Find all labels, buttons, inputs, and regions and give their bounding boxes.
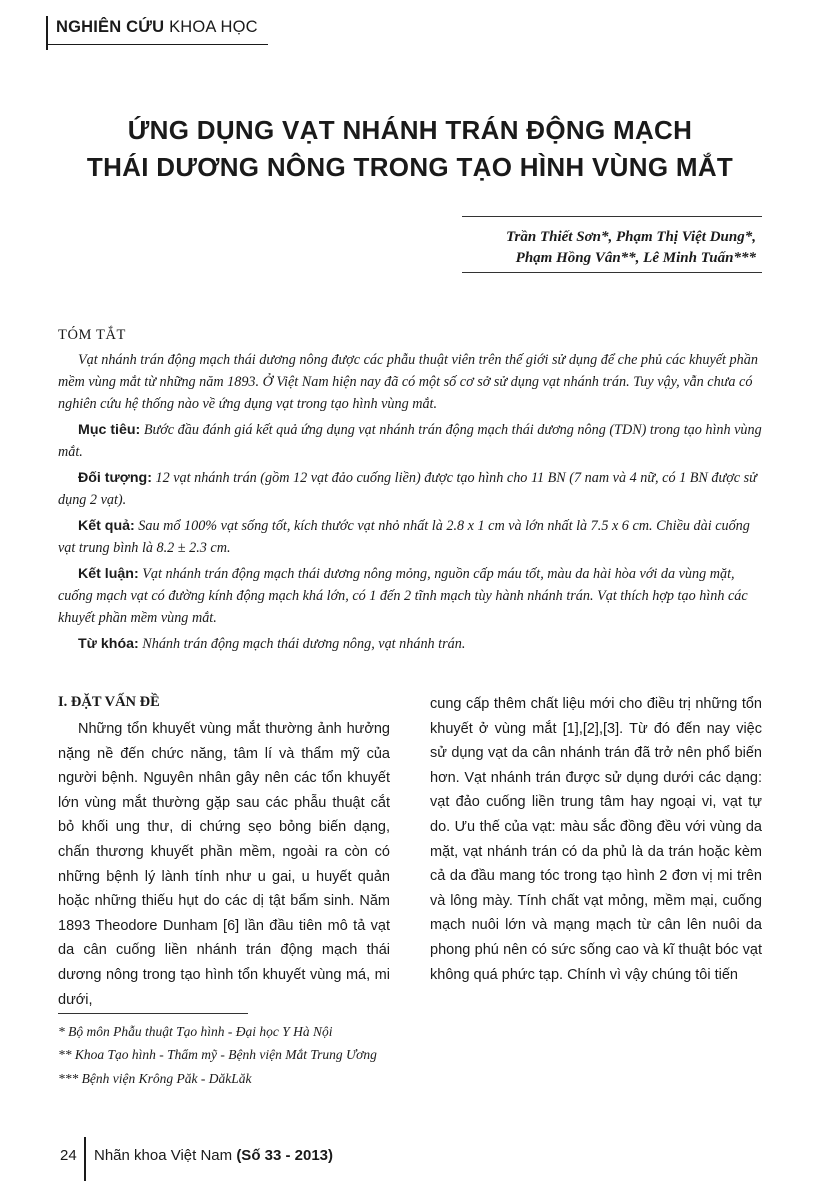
abstract-subjects bbox=[58, 467, 768, 511]
article-title-line-1: ỨNG DỤNG VẠT NHÁNH TRÁN ĐỘNG MẠCH bbox=[127, 115, 693, 145]
section-heading: I. ĐẶT VẤN ĐỀ bbox=[58, 694, 160, 710]
running-header-normal: KHOA HỌC bbox=[169, 18, 258, 36]
conclusion-label: Kết luận: bbox=[78, 566, 139, 582]
abstract-objective bbox=[58, 419, 768, 463]
abstract-intro-text: Vạt nhánh trán động mạch thái dương nông được các phẫu thuật viên trên thế giới sử dụng để che phủ các khuyết phần mềm vùng mắt từ những năm 1893. Ở Việt Nam hiện nay đã có một số cơ sở sử dụng vạt nhánh trán. Tuy vậy, vẫn chưa có nghiên cứu hệ thống nào về ứng dụng vạt trong tạo hình vùng mắt. bbox=[58, 352, 758, 412]
journal-title: Nhãn khoa Việt Nam bbox=[94, 1147, 233, 1164]
abstract-heading: TÓM TẮT bbox=[58, 327, 126, 343]
footnote-1: * Bộ môn Phẫu thuật Tạo hình - Đại học Y Hà Nội bbox=[58, 1024, 333, 1039]
abstract-intro bbox=[58, 349, 768, 415]
abstract bbox=[58, 324, 768, 659]
body-column-right: cung cấp thêm chất liệu mới cho điều trị những tổn khuyết ở vùng mắt [1],[2],[3]. Từ đó đến nay việc sử dụng vạt da cân nhánh trán đã trở nên phổ biến hơn. Vạt nhánh trán được sử dụng dưới các dạng: vạt đảo cuống liền trung tâm hay ngoại vi, vạt tự do. Ưu thế của vạt: màu sắc đồng đều với vùng da mặt, vạt nhánh trán có da phủ là da trán hoặc kèm cả da đầu mang tóc trong tạo hình 2 đơn vị mi trên và lông mày. Tính chất vạt mỏng, mềm mại, cuống mạch nuôi lớn và mạng mạch từ cân lên nuôi da phong phú nên có sức sống cao và kĩ thuật bóc vạt không quá phức tạp. Chính vì vậy chúng tôi tiến bbox=[430, 696, 762, 983]
authors-top-rule bbox=[462, 216, 762, 217]
results-text: Sau mổ 100% vạt sống tốt, kích thước vạt nhỏ nhất là 2.8 x 1 cm và lớn nhất là 7.5 x 6 cm. Chiều dài cuống vạt trung bình là 8.2 ± 2.3 cm. bbox=[58, 518, 750, 556]
article-title-line-2: THÁI DƯƠNG NÔNG TRONG TẠO HÌNH VÙNG MẮT bbox=[86, 152, 734, 182]
objective-label: Mục tiêu: bbox=[78, 422, 141, 438]
journal-name bbox=[94, 1147, 333, 1164]
footnote-2: ** Khoa Tạo hình - Thẩm mỹ - Bệnh viện Mắt Trung Ương bbox=[58, 1047, 377, 1062]
abstract-conclusion bbox=[58, 563, 768, 629]
abstract-keywords bbox=[58, 633, 768, 655]
journal-issue: (Số 33 - 2013) bbox=[236, 1147, 334, 1164]
keywords-text: Nhánh trán động mạch thái dương nông, vạt nhánh trán. bbox=[142, 636, 466, 652]
conclusion-text: Vạt nhánh trán động mạch thái dương nông mỏng, nguồn cấp máu tốt, màu da hài hòa với da vùng mặt, cuống mạch vạt có đường kính động mạch khá lớn, có 1 đến 2 tĩnh mạch tùy hành nhánh trán. Vạt thích hợp tạo hình các khuyết phần mềm vùng mắt. bbox=[58, 566, 748, 626]
header-underline bbox=[46, 44, 268, 45]
footnote-3: *** Bệnh viện Krông Păk - DăkLăk bbox=[58, 1071, 252, 1086]
subjects-text: 12 vạt nhánh trán (gồm 12 vạt đảo cuống liền) được tạo hình cho 11 BN (7 nam và 4 nữ, có 1 BN được sử dụng 2 vạt). bbox=[58, 470, 757, 508]
running-header bbox=[56, 18, 258, 37]
footnote-rule bbox=[58, 1013, 248, 1014]
objective-text: Bước đầu đánh giá kết quả ứng dụng vạt nhánh trán động mạch thái dương nông (TDN) trong tạo hình vùng mắt. bbox=[58, 422, 762, 460]
subjects-label: Đối tượng: bbox=[78, 470, 152, 486]
abstract-results bbox=[58, 515, 768, 559]
authors-bottom-rule bbox=[462, 272, 762, 273]
page-number: 24 bbox=[60, 1147, 77, 1164]
authors-line-2: Phạm Hồng Vân**, Lê Minh Tuấn*** bbox=[515, 250, 756, 266]
authors-line-1: Trần Thiết Sơn*, Phạm Thị Việt Dung*, bbox=[505, 229, 756, 245]
results-label: Kết quả: bbox=[78, 518, 135, 534]
footer-rule bbox=[84, 1137, 86, 1181]
body-column-left: Những tổn khuyết vùng mắt thường ảnh hưởng nặng nề đến chức năng, tâm lí và thẩm mỹ của người bệnh. Nguyên nhân gây nên các tổn khuyết lớn vùng mắt thường gặp sau các phẫu thuật cắt bỏ khối ung thư, di chứng sẹo bỏng biến dạng, chấn thương khuyết phần mềm, ngoài ra còn có những bệnh lý lành tính như u gai, u huyết quản hoặc những thiếu hụt do các dị tật bẩm sinh. Năm 1893 Theodore Dunham [6] lần đầu tiên mô tả vạt da cân cuống liền nhánh trán động mạch thái dương nông trong tạo hình tổn khuyết vùng má, mi dưới, bbox=[58, 721, 390, 1008]
running-header-bold: NGHIÊN CỨU bbox=[56, 18, 165, 36]
keywords-label: Từ khóa: bbox=[78, 636, 139, 652]
